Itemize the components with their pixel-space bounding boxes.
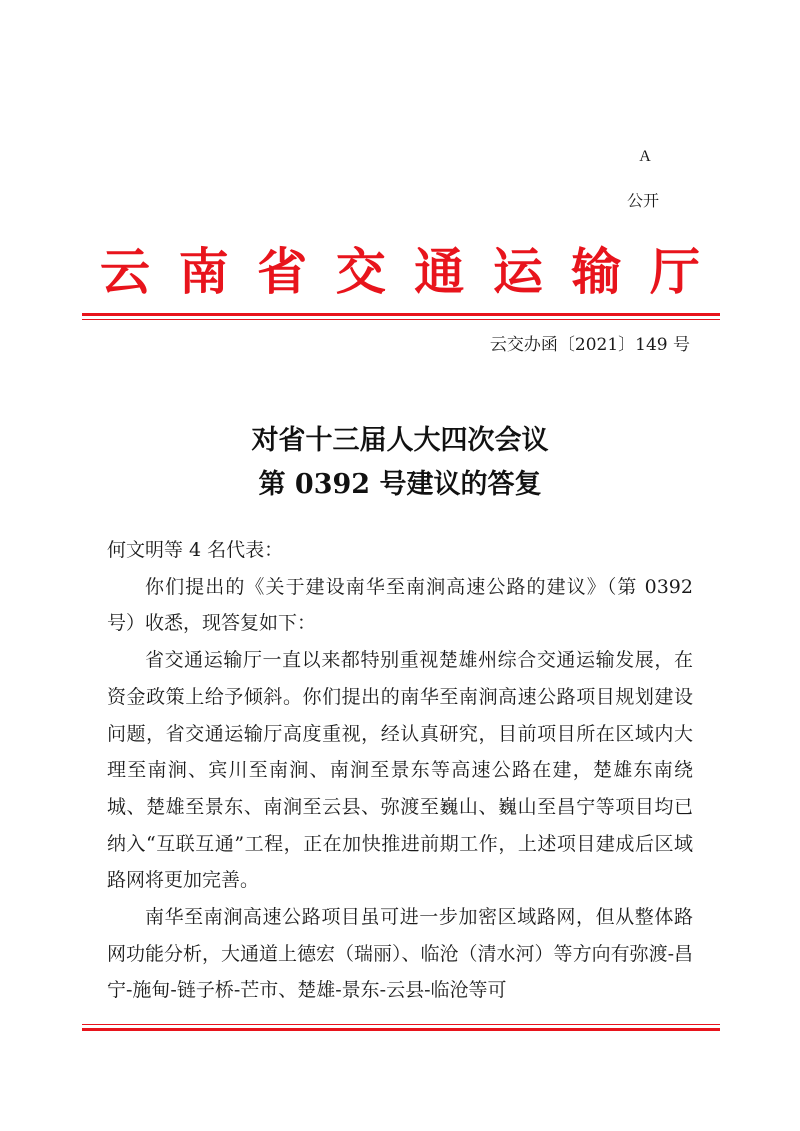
issuer-char: 交	[335, 242, 386, 301]
footer-red-rule-thick	[82, 1028, 720, 1031]
document-body	[107, 532, 693, 1009]
body-paragraph: 你们提出的《关于建设南华至南涧高速公路的建议》（第 0392 号）收悉，现答复如下：	[107, 575, 693, 635]
issuer-char: 云	[100, 242, 150, 301]
issuer-char: 省	[257, 242, 308, 301]
body-paragraph: 省交通运输厅一直以来都特别重视楚雄州综合交通运输发展，在资金政策上给予倾斜。你们提出的南华至南涧高速公路项目规划建设问题，省交通运输厅高度重视，经认真研究，目前项目所在区域内大理至南涧、宾川至南涧、南涧至景东等高速公路在建，楚雄东南绕城、楚雄至景东、南涧至云县、弥渡至巍山、巍山至昌宁等项目均已纳入“互联互通”工程，正在加快推进前期工作，上述项目建成后区域路网将更加完善。	[107, 649, 693, 892]
issuer-char: 运	[492, 242, 543, 301]
header-red-rule-thin	[82, 319, 720, 320]
body-paragraph: 南华至南涧高速公路项目虽可进一步加密区域路网，但从整体路网功能分析，大通道上德宏（瑞丽）、临沧（清水河）等方向有弥渡-昌宁-施甸-链子桥-芒市、楚雄-景东-云县-临沧等可	[107, 906, 693, 1002]
publicity-mark: 公开	[626, 191, 659, 210]
header-red-rule-thick	[82, 313, 720, 316]
issuer-name	[100, 228, 700, 308]
document-number: 云交办函〔2021〕149 号	[489, 335, 690, 355]
issuer-char: 通	[414, 242, 465, 301]
issuer-char: 输	[571, 242, 622, 301]
level-mark: A	[639, 148, 651, 165]
issuer-char: 厅	[649, 242, 700, 301]
salutation: 何文明等 4 名代表：	[107, 539, 284, 561]
footer-red-rule-thin	[82, 1024, 720, 1025]
document-title-line2: 第 0392 号建议的答复	[258, 469, 542, 500]
issuer-char: 南	[178, 242, 229, 301]
document-title-line1: 对省十三届人大四次会议	[251, 425, 549, 456]
